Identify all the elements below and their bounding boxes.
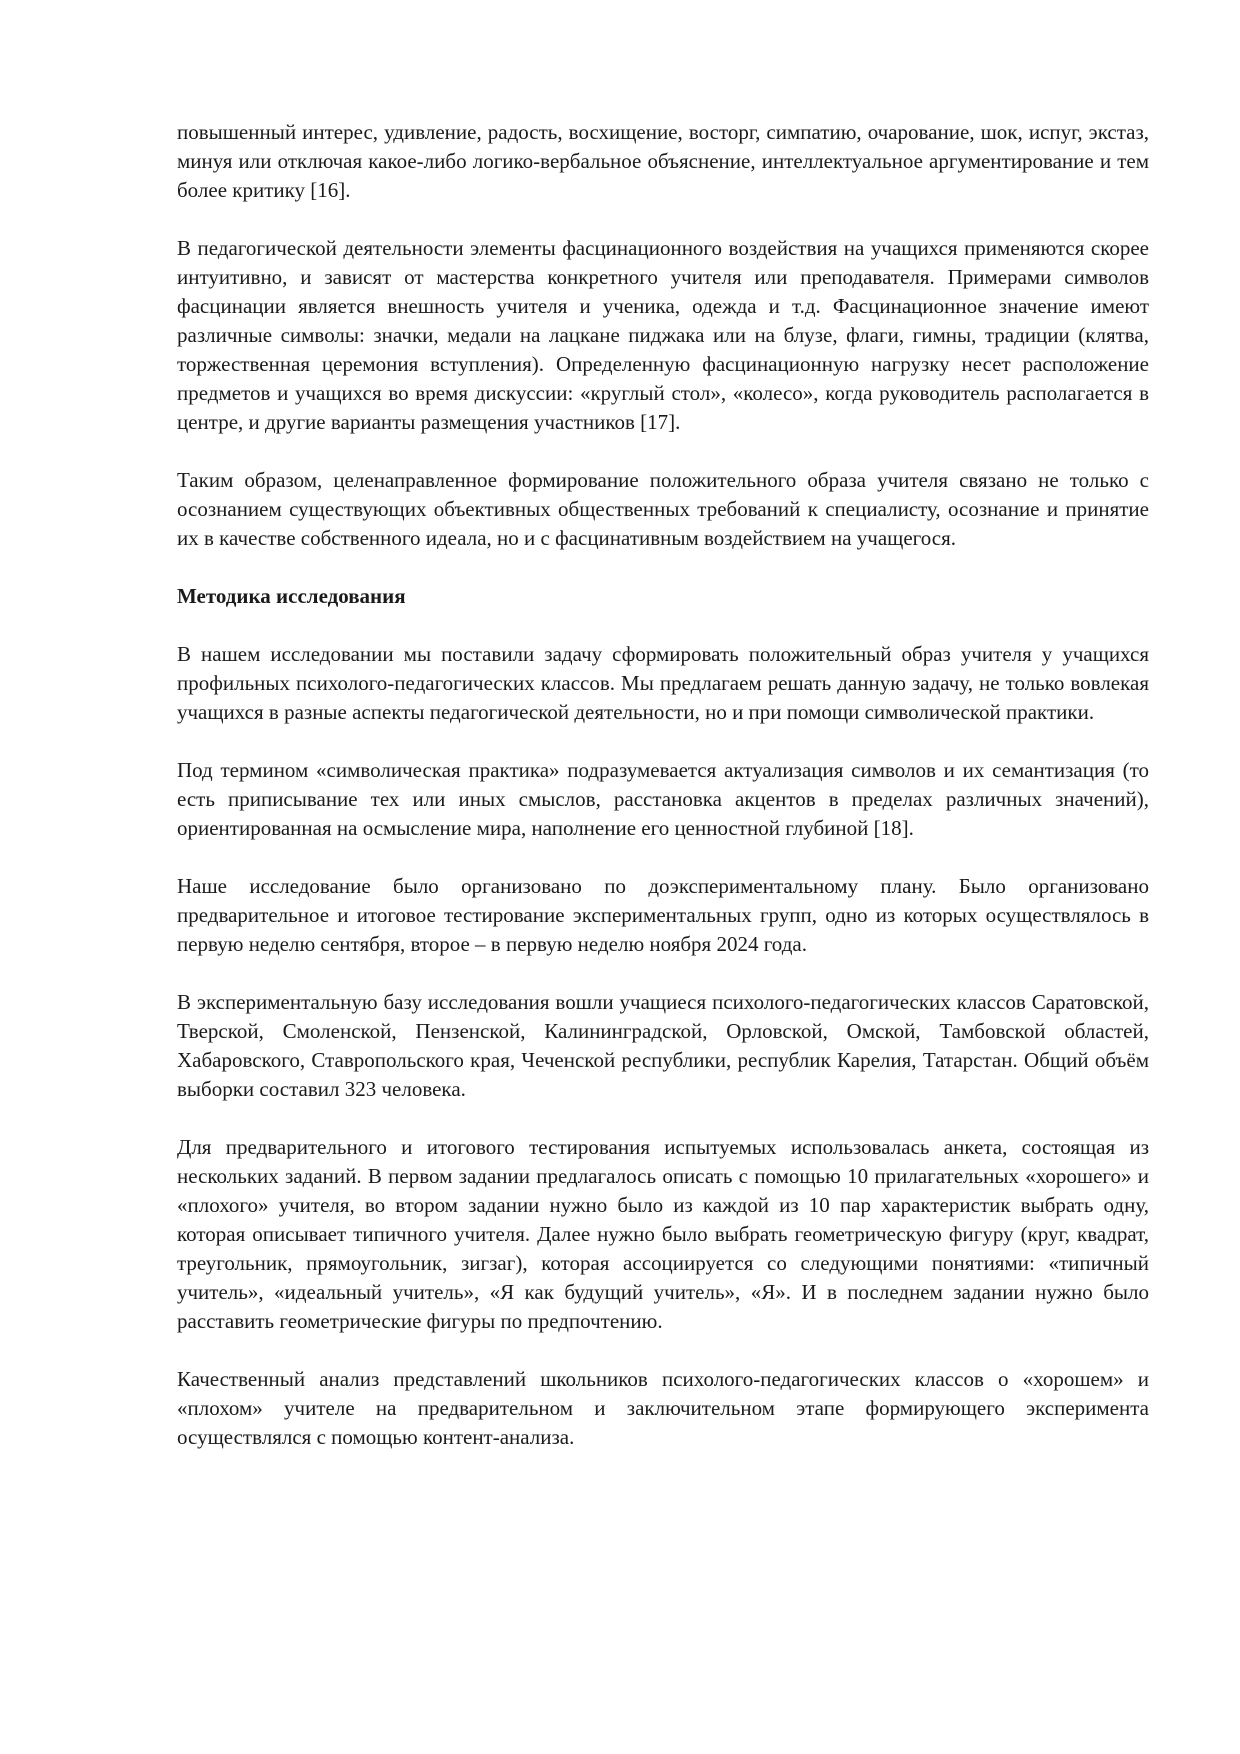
paragraph-symbolic-practice: Под термином «символическая практика» подразумевается актуализация символов и их семантизация (то есть приписывание тех или иных смыслов, расстановка акцентов в пределах различных значений), ориентированная на осмысление мира, наполнение его ценностной глубиной [18]. <box>177 758 1149 840</box>
paragraph-research-design: Наше исследование было организовано по доэкспериментальному плану. Было организовано предварительное и итоговое тестирование экспериментальных групп, одно из которых осуществлялось в первую неделю сентября, второе – в первую неделю ноября 2024 года. <box>177 874 1149 956</box>
paragraph-sample: В экспериментальную базу исследования вошли учащиеся психолого-педагогических классов Саратовской, Тверской, Смоленской, Пензенской, Калининградской, Орловской, Омской, Тамбовской областей, Хабаровского, Ставропольского края, Чеченской республики, республик Карелия, Татарстан. Общий объём выборки составил 323 человека. <box>177 990 1149 1101</box>
paragraph-conclusion: Таким образом, целенаправленное формирование положительного образа учителя связано не только с осознанием существующих объективных общественных требований к специалисту, осознание и принятие их в качестве собственного идеала, но и с фасцинативным воздействием на учащегося. <box>177 468 1149 550</box>
paragraph-research-task: В нашем исследовании мы поставили задачу сформировать положительный образ учителя у учащихся профильных психолого-педагогических классов. Мы предлагаем решать данную задачу, не только вовлекая учащихся в разные аспекты педагогической деятельности, но и при помощи символической практики. <box>177 642 1149 724</box>
paragraph-content-analysis: Качественный анализ представлений школьников психолого-педагогических классов о «хорошем» и «плохом» учителе на предварительном и заключительном этапе формирующего эксперимента осуществлялся с помощью контент-анализа. <box>177 1367 1149 1449</box>
section-heading: Методика исследования <box>177 584 406 608</box>
document-page <box>177 118 1149 1481</box>
paragraph-interest: повышенный интерес, удивление, радость, восхищение, восторг, симпатию, очарование, шок, испуг, экстаз, минуя или отключая какое-либо логико-вербальное объяснение, интеллектуальное аргументирование и тем более критику [16]. <box>177 120 1149 202</box>
paragraph-fascination-pedagogy: В педагогической деятельности элементы фасцинационного воздействия на учащихся применяются скорее интуитивно, и зависят от мастерства конкретного учителя или преподавателя. Примерами символов фасцинации является внешность учителя и ученика, одежда и т.д. Фасцинационное значение имеют различные символы: значки, медали на лацкане пиджака или на блузе, флаги, гимны, традиции (клятва, торжественная церемония вступления). Определенную фасцинационную нагрузку несет расположение предметов и учащихся во время дискуссии: «круглый стол», «колесо», когда руководитель располагается в центре, и другие варианты размещения участников [17]. <box>177 236 1149 434</box>
paragraph-questionnaire: Для предварительного и итогового тестирования испытуемых использовалась анкета, состоящая из нескольких заданий. В первом задании предлагалось описать с помощью 10 прилагательных «хорошего» и «плохого» учителя, во втором задании нужно было из каждой из 10 пар характеристик выбрать одну, которая описывает типичного учителя. Далее нужно было выбрать геометрическую фигуру (круг, квадрат, треугольник, прямоугольник, зигзаг), которая ассоциируется со следующими понятиями: «типичный учитель», «идеальный учитель», «Я как будущий учитель», «Я». И в последнем задании нужно было расставить геометрические фигуры по предпочтению. <box>177 1135 1149 1333</box>
